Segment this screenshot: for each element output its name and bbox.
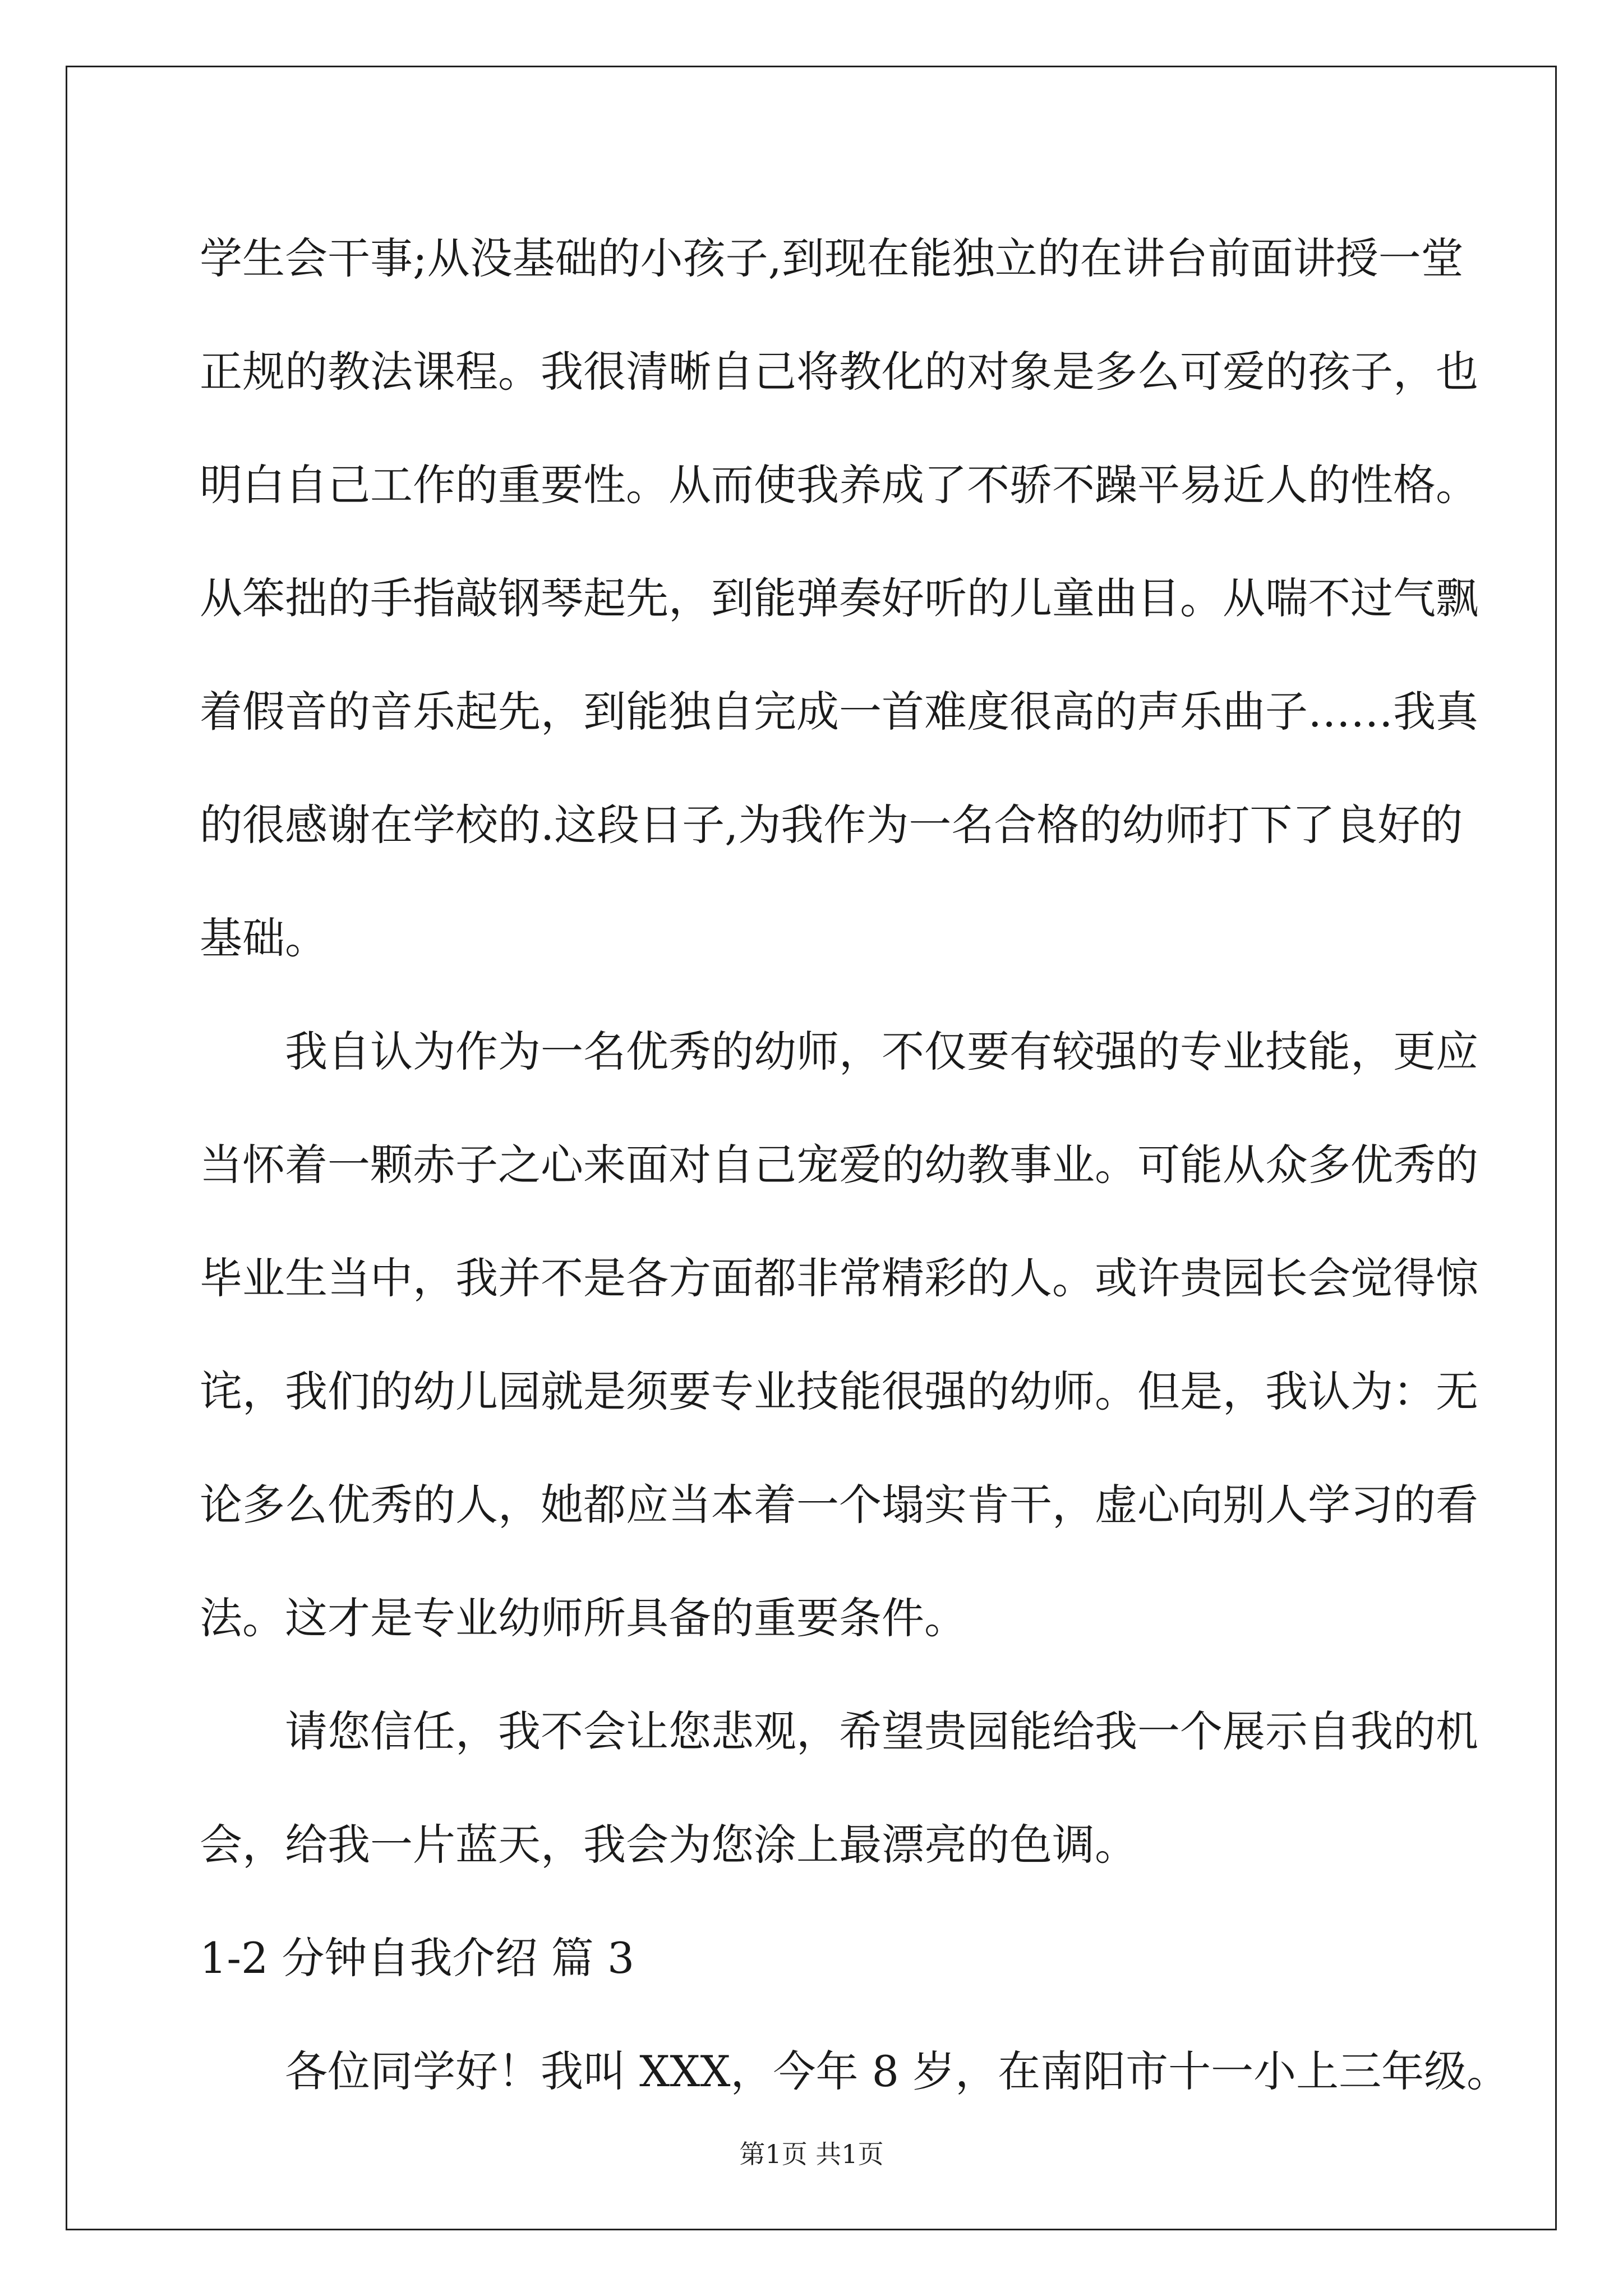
paragraph-start-line: 请您信任，我不会让您悲观，希望贵园能给我一个展示自我的机 (285, 1706, 1478, 1756)
text-line: 法。这才是专业幼师所具备的重要条件。 (200, 1593, 967, 1643)
paragraph-start-line: 我自认为作为一名优秀的幼师，不仅要有较强的专业技能，更应 (285, 1027, 1478, 1076)
text-line: 诧，我们的幼儿园就是须要专业技能很强的幼师。但是，我认为：无 (200, 1366, 1478, 1416)
text-line: 明白自己工作的重要性。从而使我养成了不骄不躁平易近人的性格。 (200, 460, 1478, 510)
text-line: 当怀着一颗赤子之心来面对自己宠爱的幼教事业。可能从众多优秀的 (200, 1140, 1478, 1190)
text-line: 基础。 (200, 913, 328, 963)
paragraph-start-line: 各位同学好！我叫 XXX，今年 8 岁，在南阳市十一小上三年级。 (285, 2046, 1510, 2096)
text-line: 毕业生当中，我并不是各方面都非常精彩的人。或许贵园长会觉得惊 (200, 1253, 1478, 1303)
text-line: 的很感谢在学校的.这段日子,为我作为一名合格的幼师打下了良好的 (200, 800, 1463, 850)
page-footer: 第1页 共1页 (739, 2139, 884, 2169)
text-line: 着假音的音乐起先，到能独自完成一首难度很高的声乐曲子……我真 (200, 687, 1478, 737)
text-line: 学生会干事;从没基础的小孩子,到现在能独立的在讲台前面讲授一堂 (200, 233, 1464, 283)
text-line: 从笨拙的手指敲钢琴起先，到能弹奏好听的儿童曲目。从喘不过气飘 (200, 573, 1478, 623)
text-line: 论多么优秀的人，她都应当本着一个塌实肯干，虚心向别人学习的看 (200, 1480, 1478, 1530)
text-line: 正规的教法课程。我很清晰自己将教化的对象是多么可爱的孩子，也 (200, 347, 1478, 397)
document-body (200, 202, 1510, 2128)
section-heading: 1-2 分钟自我介绍 篇 3 (200, 1933, 635, 1983)
text-line: 会，给我一片蓝天，我会为您涂上最漂亮的色调。 (200, 1820, 1137, 1870)
